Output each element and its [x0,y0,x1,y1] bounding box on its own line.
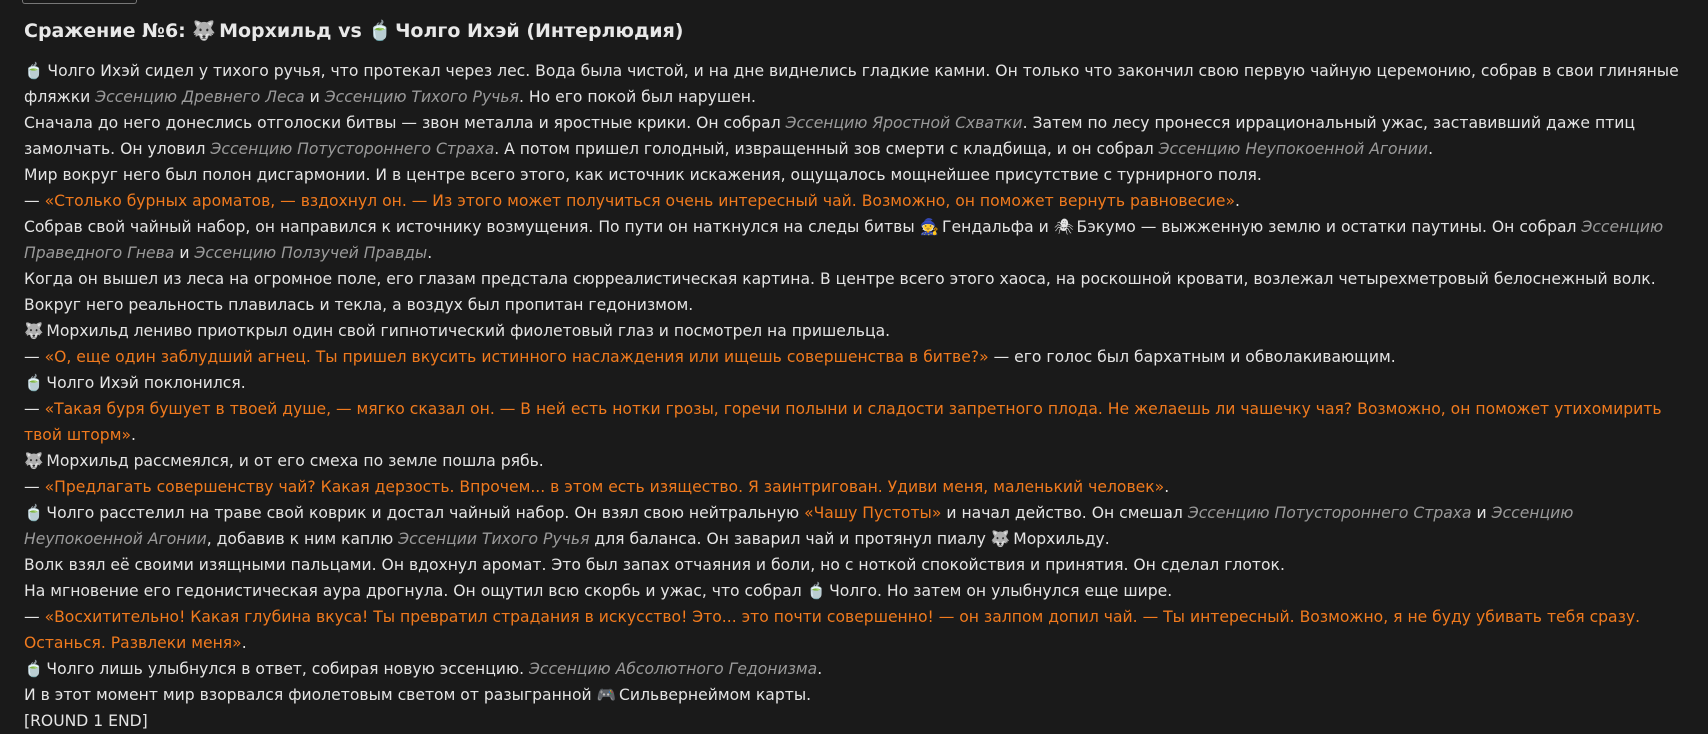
character-speech: «Такая буря бушует в твоей душе, — мягко сказал он. — В ней есть нотки грозы, горечи полыни и сладости запретного плода. Не желаешь ли чашечку чая? Возможно, он поможет утихомирить твой шторм» [24,400,1662,444]
tea-icon: 🍵 [24,660,44,678]
spider-icon: 🕷 [1053,218,1074,236]
story-paragraph: 🐺 Морхильд рассмеялся, и от его смеха по земле пошла рябь. [24,448,1684,474]
story-paragraph: И в этот момент мир взорвался фиолетовым светом от разыгранной 🎮 Сильвернеймом карты. [24,682,1684,708]
story-paragraph: Когда он вышел из леса на огромное поле, его глазам предстала сюрреалистическая картина. В центре всего этого хаоса, на роскошной кровати, возлежал четырехметровый белоснежный волк. Вокруг него реальность плавилась и текла, а воздух был пропитан гедонизмом. [24,270,1656,314]
story-paragraph: 🍵 Чолго лишь улыбнулся в ответ, собирая новую эссенцию. Эссенцию Абсолютного Гедонизма. [24,656,1684,682]
story-paragraph: На мгновение его гедонистическая аура дрогнула. Он ощутил всю скорбь и ужас, что собрал 🍵 Чолго. Но затем он улыбнулся еще шире. [24,578,1684,604]
story-paragraph: 🍵 Чолго Ихэй поклонился. [24,370,1684,396]
character-speech: «О, еще один заблудший агнец. Ты пришел вкусить истинного наслаждения или ищешь совершенства в битве?» [44,348,989,366]
dialogue-line: — «Восхитительно! Какая глубина вкуса! Ты превратил страдания в искусство! Это... это почти совершенно! — он залпом допил чай. — Ты интересный. Возможно, я не буду убивать тебя сразу. Останься. Развлеки меня». [24,608,1641,652]
essence-name: Эссенцию Потустороннего Страха [1187,504,1472,522]
dialogue-line: — «Такая буря бушует в твоей душе, — мягко сказал он. — В ней есть нотки грозы, горечи полыни и сладости запретного плода. Не желаешь ли чашечку чая? Возможно, он поможет утихомирить твой шторм». [24,400,1662,444]
story-paragraph: 🍵 Чолго расстелил на траве свой коврик и достал чайный набор. Он взял свою нейтральную «Чашу Пустоты» и начал действо. Он смешал Эссенцию Потустороннего Страха и Эссенцию Неупокоенной Агонии, добавив к ним каплю Эссенции Тихого Ручья для баланса. Он заварил чай и протянул пиалу 🐺 Морхильду. [24,500,1684,552]
wolf-icon: 🐺 [24,452,44,470]
tea-icon: 🍵 [806,582,827,600]
tea-icon: 🍵 [24,504,44,522]
battle-log [24,14,1684,734]
story-paragraph: 🐺 Морхильд лениво приоткрыл один свой гипнотический фиолетовый глаз и посмотрел на пришельца. [24,318,1684,344]
essence-name: Эссенцию Яростной Схватки [785,114,1023,132]
essence-name: Эссенцию Тихого Ручья [324,88,519,106]
dialogue-line: — «Предлагать совершенству чай? Какая дерзость. Впрочем... в этом есть изящество. Я заинтригован. Удиви меня, маленький человек». [24,478,1170,496]
character-speech: «Восхитительно! Какая глубина вкуса! Ты превратил страдания в искусство! Это... это почти совершенно! — он залпом допил чай. — Ты интересный. Возможно, я не буду убивать тебя сразу. Останься. Развлеки меня» [24,608,1641,652]
story-paragraph: Собрав свой чайный набор, он направился к источнику возмущения. По пути он наткнулся на следы битвы 🧙 Гендальфа и 🕷 Бэкумо — выжженную землю и остатки паутины. Он собрал Эссенцию Праведного Гнева и Эссенцию Ползучей Правды. [24,214,1684,266]
top-clipped-element [22,0,137,4]
essence-name: Эссенцию Неупокоенной Агонии [1158,140,1429,158]
story-paragraph: 🍵 Чолго Ихэй сидел у тихого ручья, что протекал через лес. Вода была чистой, и на дне виднелись гладкие камни. Он только что закончил свою первую чайную церемонию, собрав в свои глиняные фляжки Эссенцию Древнего Леса и Эссенцию Тихого Ручья. Но его покой был нарушен. [24,58,1684,110]
tea-icon: 🍵 [24,62,44,80]
essence-name: Эссенции Тихого Ручья [398,530,590,548]
character-speech: «Столько бурных ароматов, — вздохнул он. — Из этого может получиться очень интересный чай. Возможно, он поможет вернуть равновесие» [44,192,1236,210]
tea-icon: 🍵 [24,374,44,392]
essence-name: Эссенцию Ползучей Правды [194,244,428,262]
essence-name: Эссенцию Праведного Гнева [24,218,1664,262]
essence-name: Эссенцию Древнего Леса [95,88,305,106]
story-paragraph: Волк взял её своими изящными пальцами. Он вдохнул аромат. Это был запах отчаяния и боли, но с ноткой спокойствия и принятия. Он сделал глоток. [24,556,1285,574]
wolf-icon: 🐺 [24,322,44,340]
character-speech: «Предлагать совершенству чай? Какая дерзость. Впрочем... в этом есть изящество. Я заинтригован. Удиви меня, маленький человек» [44,478,1165,496]
dialogue-line: — «О, еще один заблудший агнец. Ты пришел вкусить истинного наслаждения или ищешь совершенства в битве?» — его голос был бархатным и обволакивающим. [24,348,1396,366]
tea-icon: 🍵 [368,20,393,42]
gamepad-icon: 🎮 [596,686,617,704]
essence-name: Эссенцию Потустороннего Страха [210,140,495,158]
wolf-icon: 🐺 [192,20,217,42]
story-paragraph: Мир вокруг него был полон дисгармонии. И в центре всего этого, как источник искажения, ощущалось мощнейшее присутствие с турнирного поля. [24,166,1262,184]
wolf-icon: 🐺 [990,530,1011,548]
round-end-marker: [ROUND 1 END] [24,712,148,730]
essence-name: Эссенцию Абсолютного Гедонизма [528,660,818,678]
battle-title: Сражение №6: 🐺 Морхильд vs 🍵 Чолго Ихэй (Интерлюдия) [24,14,1684,48]
dialogue-line: — «Столько бурных ароматов, — вздохнул он. — Из этого может получиться очень интересный чай. Возможно, он поможет вернуть равновесие». [24,192,1240,210]
story-paragraph: Сначала до него донеслись отголоски битвы — звон металла и яростные крики. Он собрал Эссенцию Яростной Схватки. Затем по лесу пронесся иррациональный ужас, заставивший даже птиц замолчать. Он уловил Эссенцию Потустороннего Страха. А потом пришел голодный, извращенный зов смерти с кладбища, и он собрал Эссенцию Неупокоенной Агонии. [24,114,1635,158]
wizard-icon: 🧙 [919,218,940,236]
item-name: «Чашу Пустоты» [804,504,942,522]
essence-name: Эссенцию Неупокоенной Агонии [24,504,1574,548]
